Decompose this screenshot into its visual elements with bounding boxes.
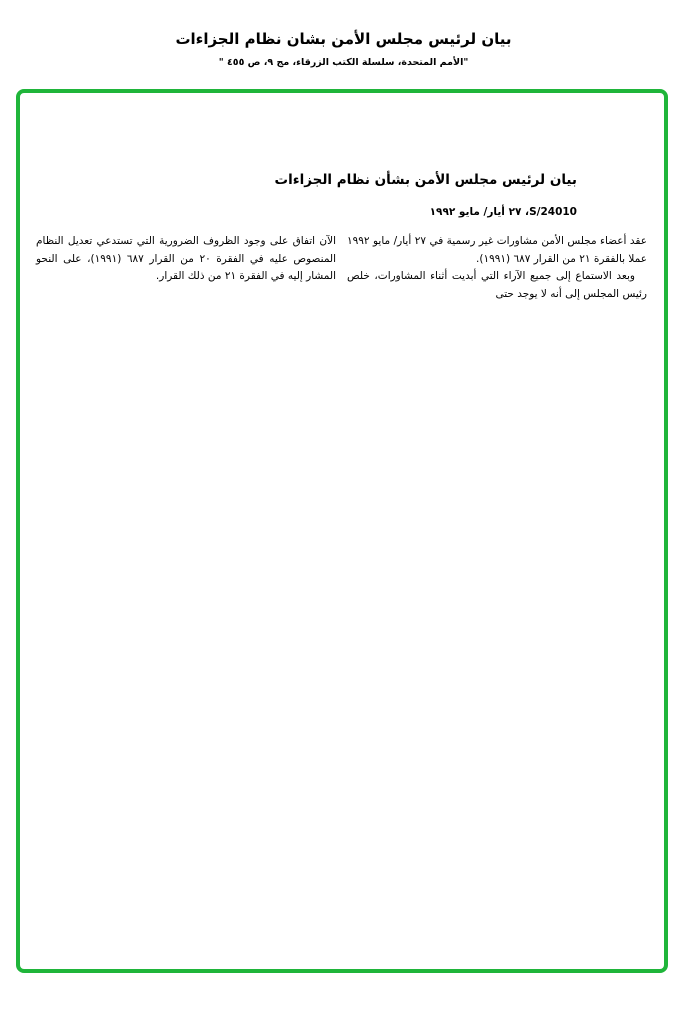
document-frame — [16, 89, 668, 973]
header-source-citation: "الأمم المتحدة، سلسلة الكتب الزرقاء، مج ٩، ص ٤٥٥ " — [218, 57, 469, 68]
paragraph: الآن اتفاق على وجود الظروف الضرورية التي تستدعي تعديل النظام المنصوص عليه في الفقرة ٢٠ من القرار ٦٨٧ (١٩٩١)، على النحو المشار إليه في الفقرة ٢١ من ذلك القرار. — [36, 235, 337, 282]
paragraph: عقد أعضاء مجلس الأمن مشاورات غير رسمية في ٢٧ أيار/ مايو ١٩٩٢ عملا بالفقرة ٢١ من القرار ٦٨٧ (١٩٩١). — [347, 235, 647, 265]
text-column-left — [36, 233, 336, 286]
paragraph: وبعد الاستماع إلى جميع الآراء التي أبديت أثناء المشاورات، خلص رئيس المجلس إلى أنه لا يوجد حتى — [347, 270, 647, 300]
document-title: بيان لرئيس مجلس الأمن بشأن نظام الجزاءات — [274, 172, 577, 188]
header-title: بيان لرئيس مجلس الأمن بشان نظام الجزاءات — [175, 30, 512, 48]
document-reference: S/24010، ٢٧ أيار/ مايو ١٩٩٢ — [429, 206, 577, 218]
text-column-right — [347, 233, 647, 303]
